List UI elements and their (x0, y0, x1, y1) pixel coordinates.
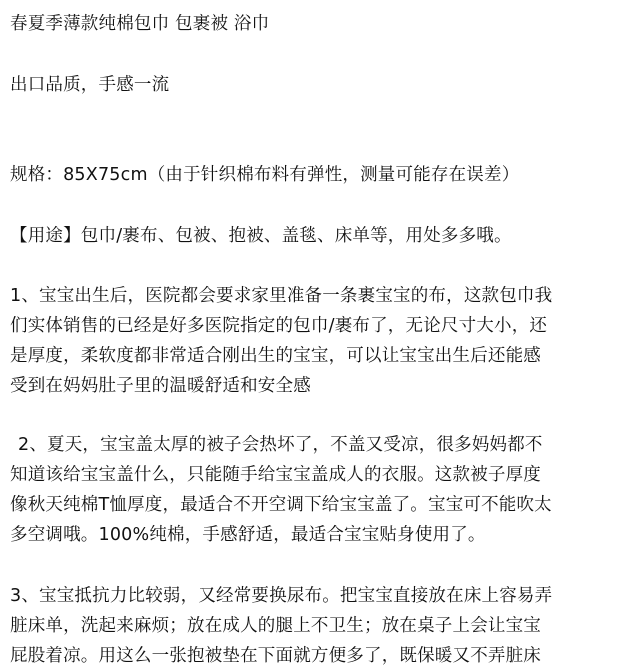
point3-line: 屁股着凉。用这么一张抱被垫在下面就方便多了，既保暖又不弄脏床 (10, 646, 541, 666)
point3-line: 3、宝宝抵抗力比较弱，又经常要换尿布。把宝宝直接放在床上容易弄 (10, 586, 553, 606)
point1-line: 受到在妈妈肚子里的温暖舒适和安全感 (10, 376, 311, 396)
point2-line: 知道该给宝宝盖什么，只能随手给宝宝盖成人的衣服。这款被子厚度 (10, 465, 541, 485)
point2-line: 多空调哦。100%纯棉，手感舒适，最适合宝宝贴身使用了。 (10, 525, 486, 545)
product-title: 春夏季薄款纯棉包巾 包裹被 浴巾 (10, 14, 270, 34)
point1-line: 们实体销售的已经是好多医院指定的包巾/裹布了，无论尺寸大小，还 (10, 316, 548, 336)
point1-line: 是厚度，柔软度都非常适合刚出生的宝宝，可以让宝宝出生后还能感 (10, 346, 541, 366)
point3-line: 脏床单，洗起来麻烦；放在成人的腿上不卫生；放在桌子上会让宝宝 (10, 616, 541, 636)
point1-line: 1、宝宝出生后，医院都会要求家里准备一条裹宝宝的布，这款包巾我 (10, 286, 553, 306)
point2-line: 2、夏天，宝宝盖太厚的被子会热坏了，不盖又受凉，很多妈妈都不 (18, 435, 543, 455)
spec-line: 规格：85X75cm（由于针织棉布料有弹性，测量可能存在误差） (10, 165, 520, 185)
usage-line: 【用途】包巾/裹布、包被、抱被、盖毯、床单等，用处多多哦。 (10, 226, 512, 246)
point2-line: 像秋天纯棉T恤厚度，最适合不开空调下给宝宝盖了。宝宝可不能吹太 (10, 495, 552, 515)
quality-line: 出口品质，手感一流 (10, 75, 170, 95)
